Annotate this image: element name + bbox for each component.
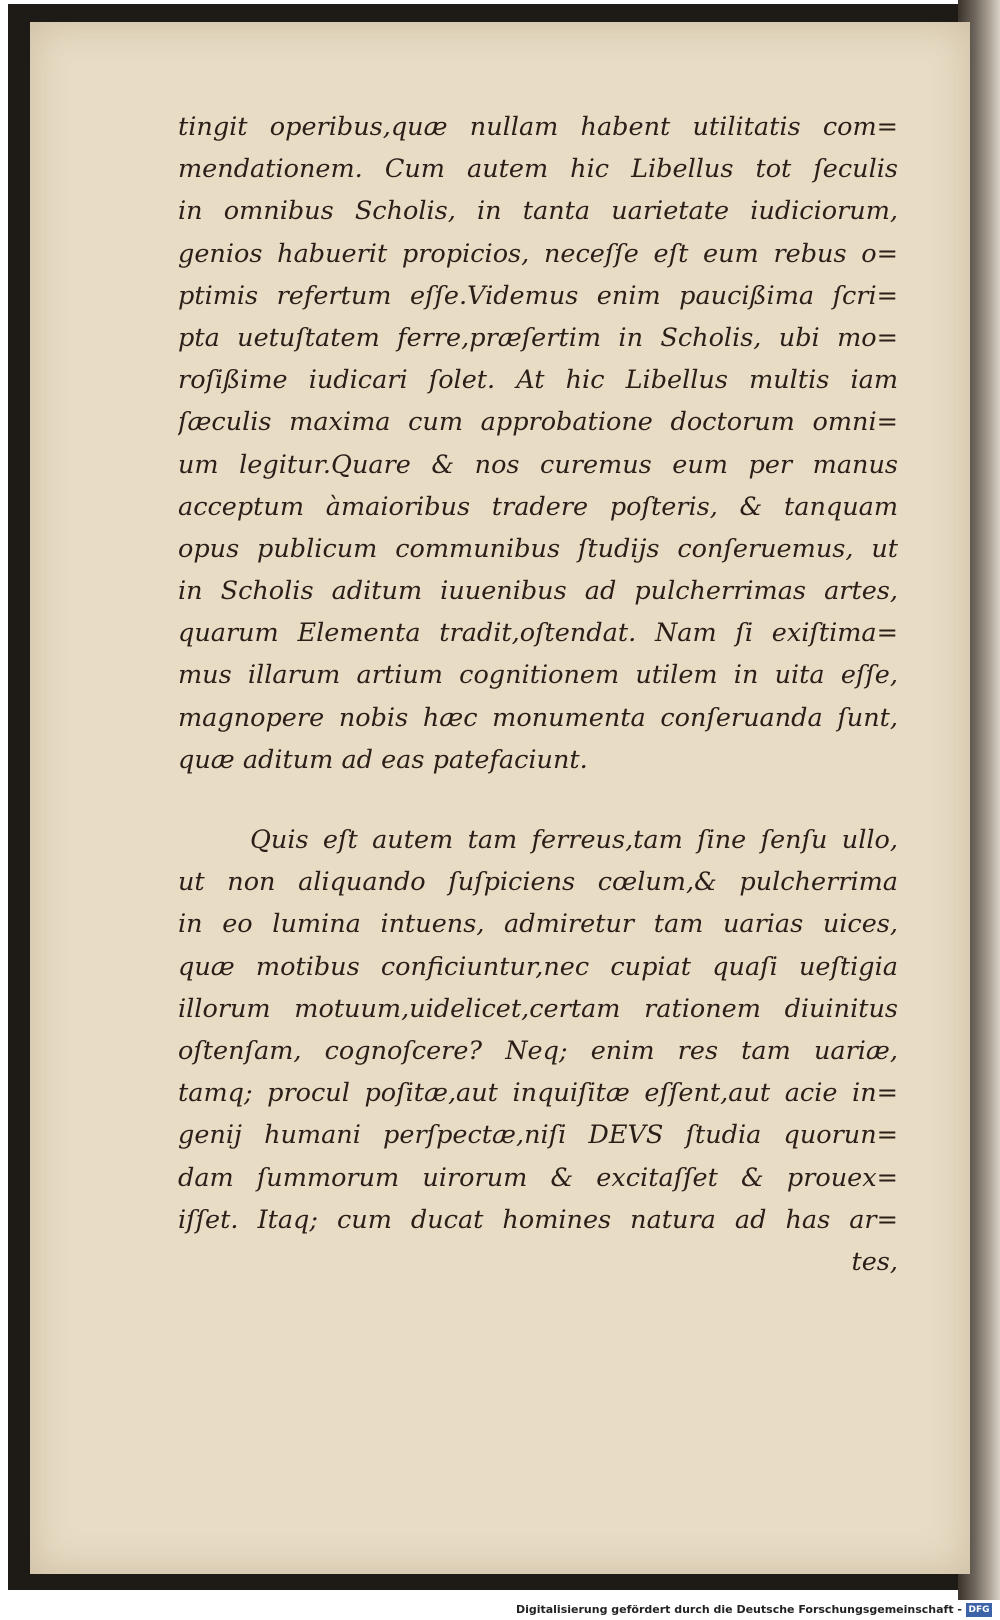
- text-line: quarum Elementa tradit,oſtendat. Nam ſi exiſtima=: [178, 618, 898, 649]
- text-line: quæ aditum ad eas patefaciunt.: [178, 744, 588, 775]
- text-line: genij humani perſpectæ,niſi DEVS ſtudia quorun=: [178, 1120, 898, 1151]
- catchword: tes,: [851, 1246, 898, 1277]
- text-line: in eo lumina intuens, admiretur tam uarias uices,: [178, 909, 898, 940]
- text-line: ptimis refertum eſſe.Videmus enim paucißima ſcri=: [178, 280, 898, 311]
- text-line: iſſet. Itaq; cum ducat homines natura ad has ar=: [178, 1204, 898, 1235]
- text-line: in Scholis aditum iuuenibus ad pulcherrimas artes,: [178, 576, 898, 607]
- text-line: tamq; procul poſitæ,aut inquiſitæ eſſent,aut acie in=: [178, 1078, 898, 1109]
- text-line: roſißime iudicari ſolet. At hic Libellus multis iam: [178, 365, 898, 396]
- text-line: pta uetuſtatem ferre,præſertim in Scholis, ubi mo=: [178, 322, 898, 353]
- text-line: quæ motibus conficiuntur,nec cupiat quaſi ueſtigia: [178, 951, 898, 982]
- paragraph-gap: [178, 781, 898, 819]
- text-line: um legitur.Quare & nos curemus eum per manus: [178, 449, 898, 480]
- text-line: magnopere nobis hæc monumenta conſeruanda ſunt,: [178, 702, 898, 733]
- text-line: tingit operibus,quæ nullam habent utilitatis com=: [178, 112, 898, 142]
- text-line: mus illarum artium cognitionem utilem in uita eſſe,: [178, 660, 898, 691]
- text-line: acceptum àmaioribus tradere poſteris, & tanquam: [178, 491, 898, 522]
- text-line: oſtenſam, cognoſcere? Neq; enim res tam uariæ,: [178, 1035, 898, 1066]
- text-line: opus publicum communibus ſtudijs conſeruemus, ut: [178, 533, 898, 564]
- funding-note: Digitalisierung gefördert durch die Deutsche Forschungsgemeinschaft -: [515, 1603, 962, 1616]
- paragraph-1: [178, 106, 898, 781]
- text-line: ut non aliquando ſuſpiciens cœlum,& pulcherrima: [178, 867, 898, 898]
- dfg-logo: DFG: [966, 1603, 992, 1617]
- text-line: ſæculis maxima cum approbatione doctorum omni=: [178, 407, 898, 438]
- page-text: [178, 106, 898, 1283]
- text-line: Quis eſt autem tam ferreus,tam ſine ſenſu ullo,: [250, 825, 898, 855]
- text-line: illorum motuum,uidelicet,certam rationem diuinitus: [178, 993, 898, 1024]
- text-line: in omnibus Scholis, in tanta uarietate iudiciorum,: [178, 196, 898, 227]
- paragraph-2: [178, 819, 898, 1283]
- text-line: mendationem. Cum autem hic Libellus tot ſeculis: [178, 154, 898, 185]
- text-line: dam ſummorum uirorum & excitaſſet & prouex=: [178, 1162, 898, 1193]
- text-line: genios habuerit propicios, neceſſe eſt eum rebus o=: [178, 238, 898, 269]
- digitization-footer: [0, 1600, 1000, 1620]
